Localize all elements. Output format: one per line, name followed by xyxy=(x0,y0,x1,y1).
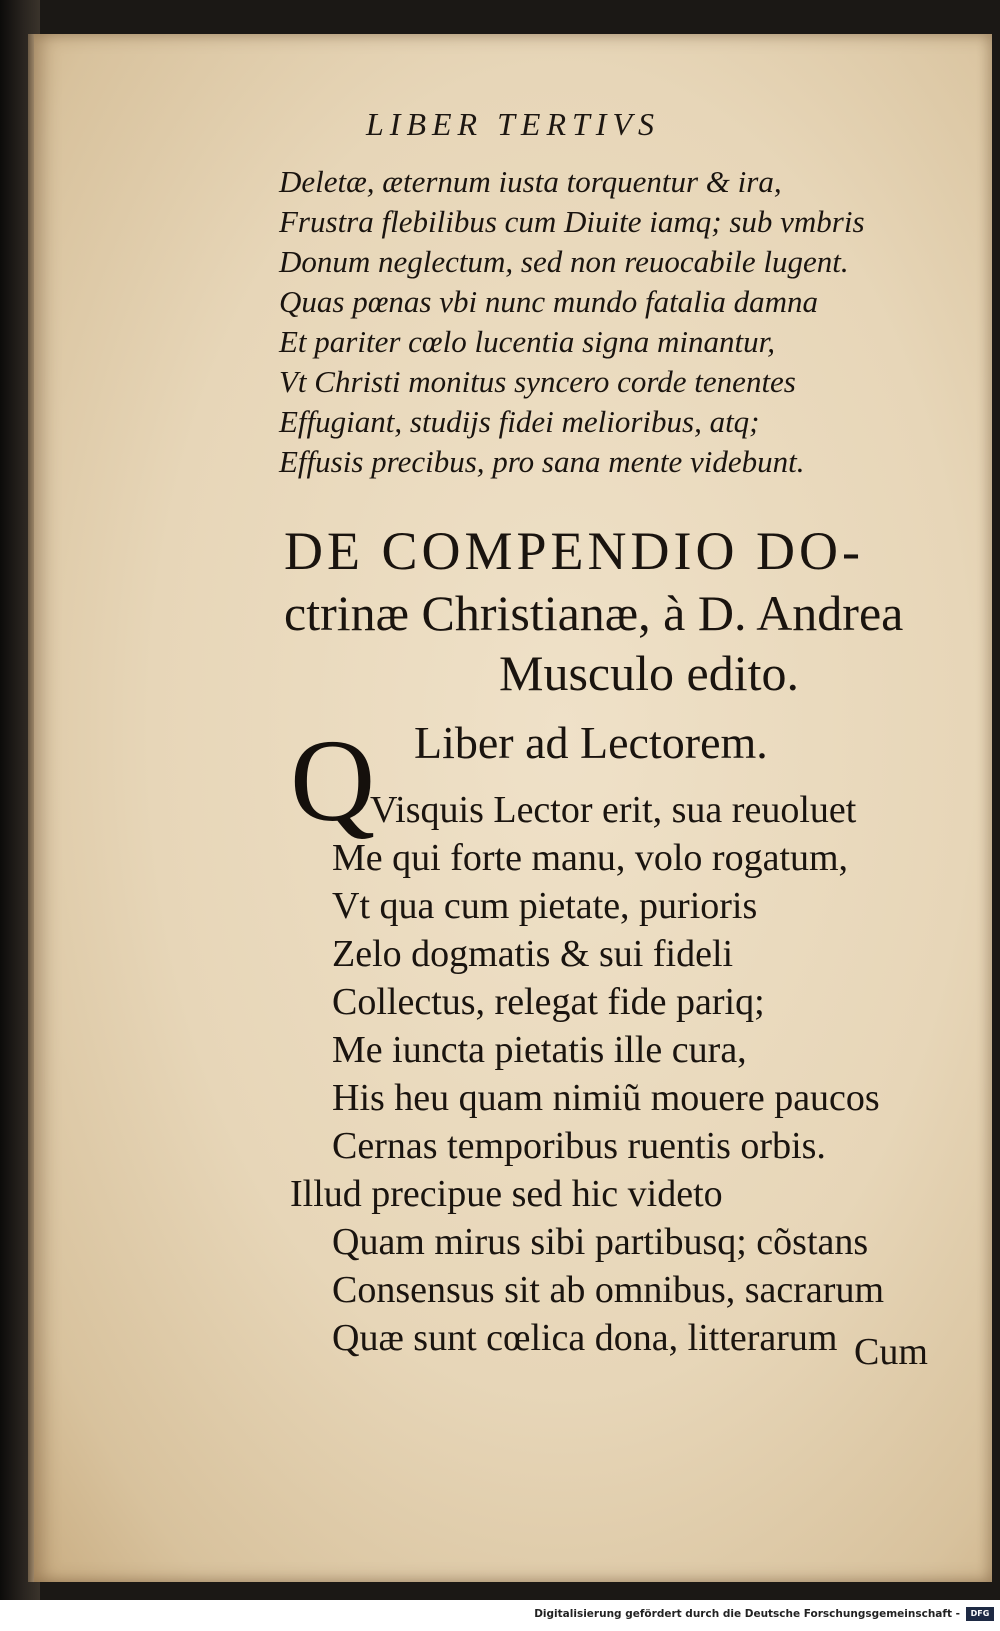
poem-line: Collectus, relegat fide pariq; xyxy=(332,981,765,1023)
heading-line: ctrinæ Christianæ, à D. Andrea xyxy=(284,585,904,641)
catchword: Cum xyxy=(854,1331,928,1373)
poem-line: Quam mirus sibi partibusq; cõstans xyxy=(332,1221,869,1263)
poem-line: His heu quam nimiũ mouere paucos xyxy=(332,1077,880,1119)
section-heading xyxy=(284,519,974,703)
verse-block xyxy=(279,162,959,482)
verse-line: Vt Christi monitus syncero corde tenentes xyxy=(279,364,796,399)
digitization-footer xyxy=(0,1600,1000,1631)
poem-line: Illud precipue sed hic videto xyxy=(290,1173,723,1215)
poem-line: Visquis Lector erit, sua reuoluet xyxy=(370,789,857,831)
book-page xyxy=(34,34,992,1582)
poem-block xyxy=(290,786,990,1362)
dfg-logo: DFG xyxy=(966,1607,994,1621)
poem-line: Vt qua cum pietate, purioris xyxy=(332,885,758,927)
verse-line: Et pariter cœlo lucentia signa minantur, xyxy=(279,324,775,359)
heading-line: Musculo edito. xyxy=(499,645,799,701)
verse-line: Frustra flebilibus cum Diuite iamq; sub vmbris xyxy=(279,204,865,239)
verse-line: Deletæ, æternum iusta torquentur & ira, xyxy=(279,164,782,199)
verse-line: Donum neglectum, sed non reuocabile lugent. xyxy=(279,244,849,279)
poem-line: Quæ sunt cœlica dona, litterarum xyxy=(332,1317,838,1359)
verse-line: Effusis precibus, pro sana mente videbunt. xyxy=(279,444,805,479)
verse-line: Effugiant, studijs fidei melioribus, atq; xyxy=(279,404,760,439)
poem-line: Me qui forte manu, volo rogatum, xyxy=(332,837,849,879)
heading-line: DE COMPENDIO DO- xyxy=(284,521,864,581)
running-head: LIBER TERTIVS xyxy=(366,106,660,142)
poem-line: Zelo dogmatis & sui fideli xyxy=(332,933,734,975)
footer-credit: Digitalisierung gefördert durch die Deutsche Forschungsgemeinschaft - xyxy=(534,1608,960,1620)
poem-line: Me iuncta pietatis ille cura, xyxy=(332,1029,747,1071)
drop-capital: Q xyxy=(290,715,376,846)
poem-line: Consensus sit ab omnibus, sacrarum xyxy=(332,1269,885,1311)
subheading: Liber ad Lectorem. xyxy=(414,717,768,768)
verse-line: Quas pœnas vbi nunc mundo fatalia damna xyxy=(279,284,819,319)
poem-line: Cernas temporibus ruentis orbis. xyxy=(332,1125,826,1167)
